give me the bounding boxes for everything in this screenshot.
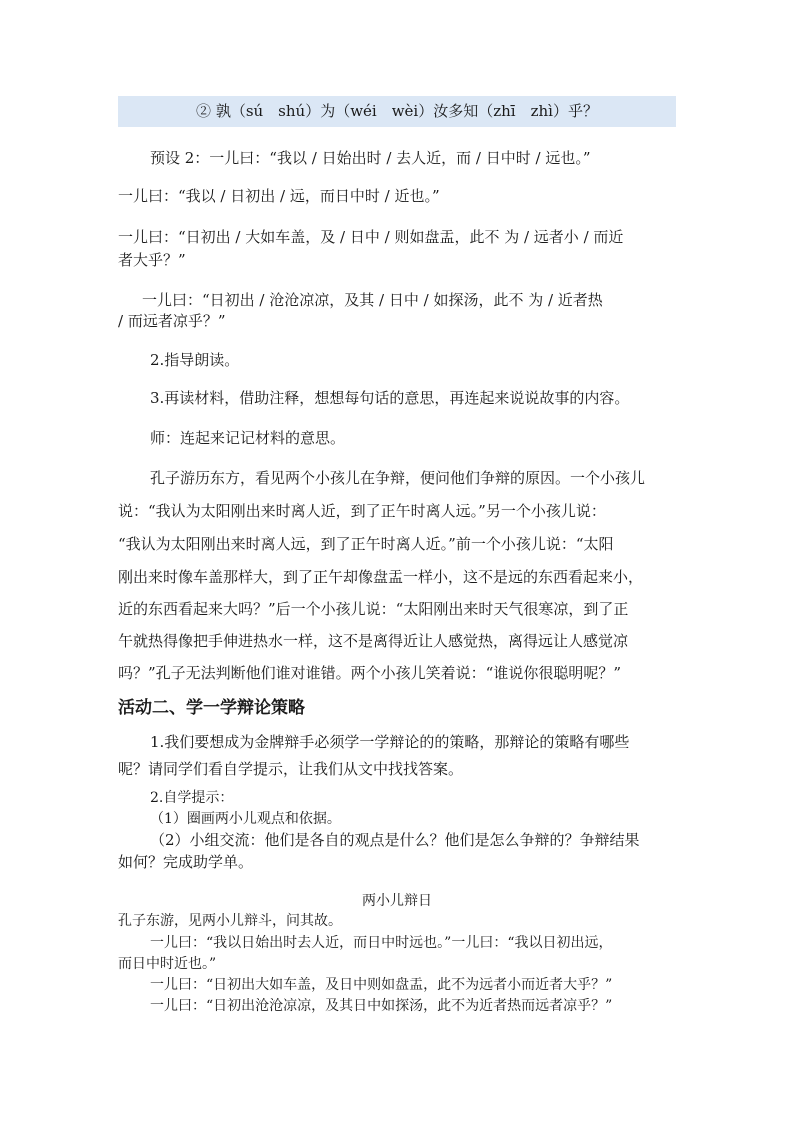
activity-2-item-2b-line-1: （2）小组交流：他们是各自的观点是什么？他们是怎么争辩的？争辩结果 bbox=[150, 831, 640, 849]
preset-line-2: 一儿曰：“我以 / 日初出 / 远，而日中时 / 近也。” bbox=[118, 187, 440, 205]
classic-text-line-2: 一儿曰：“我以日始出时去人近，而日中时远也。”一儿曰：“我以日初出远， bbox=[150, 935, 613, 951]
activity-2-item-1a: 1.我们要想成为金牌辩手必须学一学辩论的的策略，那辩论的策略有哪些 bbox=[150, 733, 630, 751]
story-line-6: 午就热得像把手伸进热水一样，这不是离得近让人感觉热，离得远让人感觉凉 bbox=[118, 632, 629, 650]
story-line-5: 近的东西看起来大吗？”后一个小孩儿说：“太阳刚出来时天气很寒凉，到了正 bbox=[118, 600, 629, 618]
preset-line-4b: / 而远者凉乎？” bbox=[118, 312, 226, 330]
story-line-2: 说：“我认为太阳刚出来时离人近，到了正午时离人远。”另一个小孩儿说： bbox=[118, 502, 606, 520]
classic-text-line-4: 一儿曰：“日初出大如车盖，及日中则如盘盂，此不为远者小而近者大乎？” bbox=[150, 977, 613, 993]
preset-line-3b: 者大乎？” bbox=[118, 251, 186, 269]
activity-2-item-2b-line-2: 如何？完成助学单。 bbox=[118, 853, 254, 871]
activity-2-item-1b: 呢？请同学们看自学提示，让我们从文中找找答案。 bbox=[118, 760, 464, 778]
story-line-4: 刚出来时像车盖那样大，到了正午却像盘盂一样小，这不是远的东西看起来小， bbox=[118, 568, 644, 586]
activity-2-item-2a: （1）圈画两小儿观点和依据。 bbox=[150, 811, 341, 827]
classic-text-line-1: 孔子东游，见两小儿辩斗，问其故。 bbox=[118, 913, 342, 929]
pronunciation-question-banner: ② 孰（sú shú）为（wéi wèi）汝多知（zhī zhì）乎？ bbox=[118, 96, 676, 127]
activity-2-heading: 活动二、学一学辩论策略 bbox=[118, 698, 305, 718]
classic-text-line-3: 而日中时近也。” bbox=[118, 956, 217, 972]
classic-text-title: 两小儿辩日 bbox=[362, 893, 432, 909]
story-line-1: 孔子游历东方，看见两个小孩儿在争辩，便问他们争辩的原因。一个小孩儿 bbox=[150, 469, 646, 487]
preset-line-1: 预设 2：一儿曰：“我以 / 日始出时 / 去人近，而 / 日中时 / 远也。” bbox=[150, 149, 591, 167]
teacher-instruction: 师：连起来记记材料的意思。 bbox=[150, 429, 346, 447]
step-2: 2.指导朗读。 bbox=[150, 351, 240, 369]
preset-line-3a: 一儿曰：“日初出 / 大如车盖，及 / 日中 / 则如盘盂，此不 为 / 远者小 / 而近 bbox=[118, 228, 624, 246]
activity-2-item-2: 2.自学提示： bbox=[150, 790, 234, 806]
story-line-3: “我认为太阳刚出来时离人远，到了正午时离人近。”前一个小孩儿说：“太阳 bbox=[118, 535, 614, 553]
step-3: 3.再读材料，借助注释，想想每句话的意思，再连起来说说故事的内容。 bbox=[150, 389, 630, 407]
classic-text-line-5: 一儿曰：“日初出沧沧凉凉，及其日中如探汤，此不为近者热而远者凉乎？” bbox=[150, 998, 613, 1014]
story-line-7: 吗？”孔子无法判断他们谁对谁错。两个小孩儿笑着说：“谁说你很聪明呢？” bbox=[118, 664, 622, 682]
preset-line-4a: 一儿曰：“日初出 / 沧沧凉凉，及其 / 日中 / 如探汤，此不 为 / 近者热 bbox=[142, 291, 603, 309]
